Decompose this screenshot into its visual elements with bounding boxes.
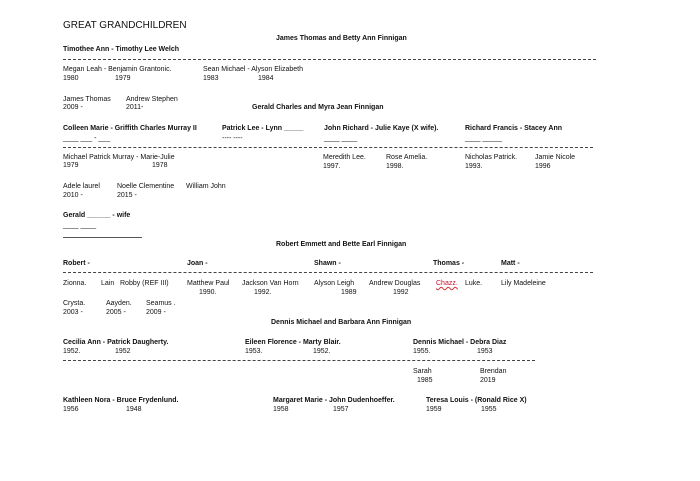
grandchild-alyson-leigh: Alyson Leigh — [314, 280, 355, 287]
couple-year: 1952 — [115, 348, 131, 355]
child-sarah: Sarah — [413, 368, 432, 375]
child-year: 1979 — [63, 162, 79, 169]
couple-eileen-marty: Eileen Florence - Marty Blair. — [245, 339, 341, 346]
section-divider — [63, 147, 593, 148]
child-year: 1984 — [258, 75, 274, 82]
couple-year: 1955. — [413, 348, 431, 355]
child-brendan: Brendan — [480, 368, 507, 375]
couple-underline: ____ _____ — [465, 135, 502, 142]
child-year: 2019 — [480, 377, 496, 384]
section-heading-gerald-myra: Gerald Charles and Myra Jean Finnigan — [252, 104, 384, 111]
grandchild-matthew-paul: Matthew Paul — [187, 280, 230, 287]
child-jamie-nicole: Jamie Nicole — [535, 154, 576, 161]
blank-line — [63, 237, 142, 238]
child-year: 1985 — [417, 377, 433, 384]
child-joan: Joan - — [187, 260, 208, 267]
child-matt: Matt - — [501, 260, 520, 267]
couple-patrick-lynn: Patrick Lee - Lynn _____ — [222, 125, 304, 132]
section-divider — [63, 360, 535, 361]
section-heading-james-betty: James Thomas and Betty Ann Finnigan — [276, 35, 407, 42]
couple-teresa-ronald: Teresa Louis - (Ronald Rice X) — [426, 397, 527, 404]
child-michael-marie-julie: Michael Patrick Murray - Marie-Julie — [63, 154, 175, 161]
child-year: 1993. — [465, 163, 483, 170]
great-grandchild-aayden: Aayden. — [106, 300, 132, 307]
grandchild-jackson-van-horn: Jackson Van Horn — [242, 280, 299, 287]
grandchild-year: 2010 - — [63, 192, 83, 199]
couple-underline: ____ ____ — [324, 135, 358, 142]
grandchild-robby: Robby (REF III) — [120, 280, 169, 287]
couple-year: 1958 — [273, 406, 289, 413]
child-year: 1997. — [323, 163, 341, 170]
couple-underline: ____ ____ — [63, 222, 97, 229]
section-heading-robert-bette: Robert Emmett and Bette Earl Finnigan — [276, 241, 407, 248]
page-title: GREAT GRANDCHILDREN — [63, 20, 187, 31]
couple-margaret-john: Margaret Marie - John Dudenhoeffer. — [273, 397, 395, 404]
great-grandchild-seamus: Seamus . — [146, 300, 176, 307]
grandchild-year: 2015 - — [117, 192, 137, 199]
grandchild-luke: Luke. — [465, 280, 483, 287]
couple-year: 1952. — [63, 348, 81, 355]
section-divider — [63, 59, 596, 60]
grandchild-adele-laurel: Adele laurel — [63, 183, 100, 190]
child-year: 1979 — [115, 75, 131, 82]
grandchild-chazz: Chazz. — [436, 280, 458, 287]
great-grandchild-year: 2009 - — [146, 309, 166, 316]
grandchild-lain: Lain — [101, 280, 115, 287]
child-sean-alyson: Sean Michael - Alyson Elizabeth — [203, 66, 303, 73]
child-nicholas-patrick: Nicholas Patrick. — [465, 154, 518, 161]
section-divider — [63, 272, 593, 273]
grandchild-noelle-clementine: Noelle Clementine — [117, 183, 175, 190]
great-grandchild-crysta: Crysta. — [63, 300, 86, 307]
couple-gerald-wife: Gerald ______ - wife — [63, 212, 131, 219]
great-grandchild-year: 2003 - — [63, 309, 83, 316]
couple-underline: ---- ---- — [222, 135, 243, 142]
couple-year: 1957 — [333, 406, 349, 413]
grandchild-year: 1992. — [254, 289, 272, 296]
grandchild-andrew-stephen: Andrew Stephen — [126, 96, 178, 103]
child-year: 1978 — [152, 162, 168, 169]
couple-year: 1953. — [245, 348, 263, 355]
child-meredith-lee: Meredith Lee. — [323, 154, 366, 161]
couple-year: 1948 — [126, 406, 142, 413]
couple-year: 1952. — [313, 348, 331, 355]
child-robert: Robert - — [63, 260, 90, 267]
grandchild-year: 1990. — [199, 289, 217, 296]
child-year: 1980 — [63, 75, 79, 82]
couple-cecilia-patrick: Cecilia Ann - Patrick Daugherty. — [63, 339, 169, 346]
grandchild-zionna: Zionna. — [63, 280, 87, 287]
grandchild-year: 2011- — [126, 104, 144, 111]
couple-dennis-debra: Dennis Michael - Debra Diaz — [413, 339, 507, 346]
couple-year: 1959 — [426, 406, 442, 413]
grandchild-lily-madeleine: Lily Madeleine — [501, 280, 546, 287]
grandchild-year: 1992 — [393, 289, 409, 296]
grandchild-year: 2009 - — [63, 104, 83, 111]
section-heading-dennis-barbara: Dennis Michael and Barbara Ann Finnigan — [271, 319, 412, 326]
couple-year: 1953 — [477, 348, 493, 355]
grandchild-andrew-douglas: Andrew Douglas — [369, 280, 421, 287]
grandchild-william-john: William John — [186, 183, 226, 190]
couple-timothee-timothy: Timothee Ann - Timothy Lee Welch — [63, 46, 180, 53]
child-thomas: Thomas - — [433, 260, 465, 267]
couple-colleen-griffith: Colleen Marie - Griffith Charles Murray II — [63, 125, 197, 132]
couple-kathleen-bruce: Kathleen Nora - Bruce Frydenlund. — [63, 397, 179, 404]
child-year: 1996 — [535, 163, 551, 170]
grandchild-james-thomas: James Thomas — [63, 96, 111, 103]
child-year: 1998. — [386, 163, 404, 170]
couple-year: 1956 — [63, 406, 79, 413]
couple-underline: ____ ___ - ___ — [63, 135, 111, 142]
child-rose-amelia: Rose Amelia. — [386, 154, 428, 161]
child-shawn: Shawn - — [314, 260, 341, 267]
great-grandchild-year: 2005 - — [106, 309, 126, 316]
couple-john-julie: John Richard - Julie Kaye (X wife). — [324, 125, 439, 132]
couple-year: 1955 — [481, 406, 497, 413]
child-year: 1983 — [203, 75, 219, 82]
child-megan-benjamin: Megan Leah - Benjamin Grantonic. — [63, 66, 172, 73]
grandchild-year: 1989 — [341, 289, 357, 296]
couple-richard-stacey: Richard Francis - Stacey Ann — [465, 125, 562, 132]
